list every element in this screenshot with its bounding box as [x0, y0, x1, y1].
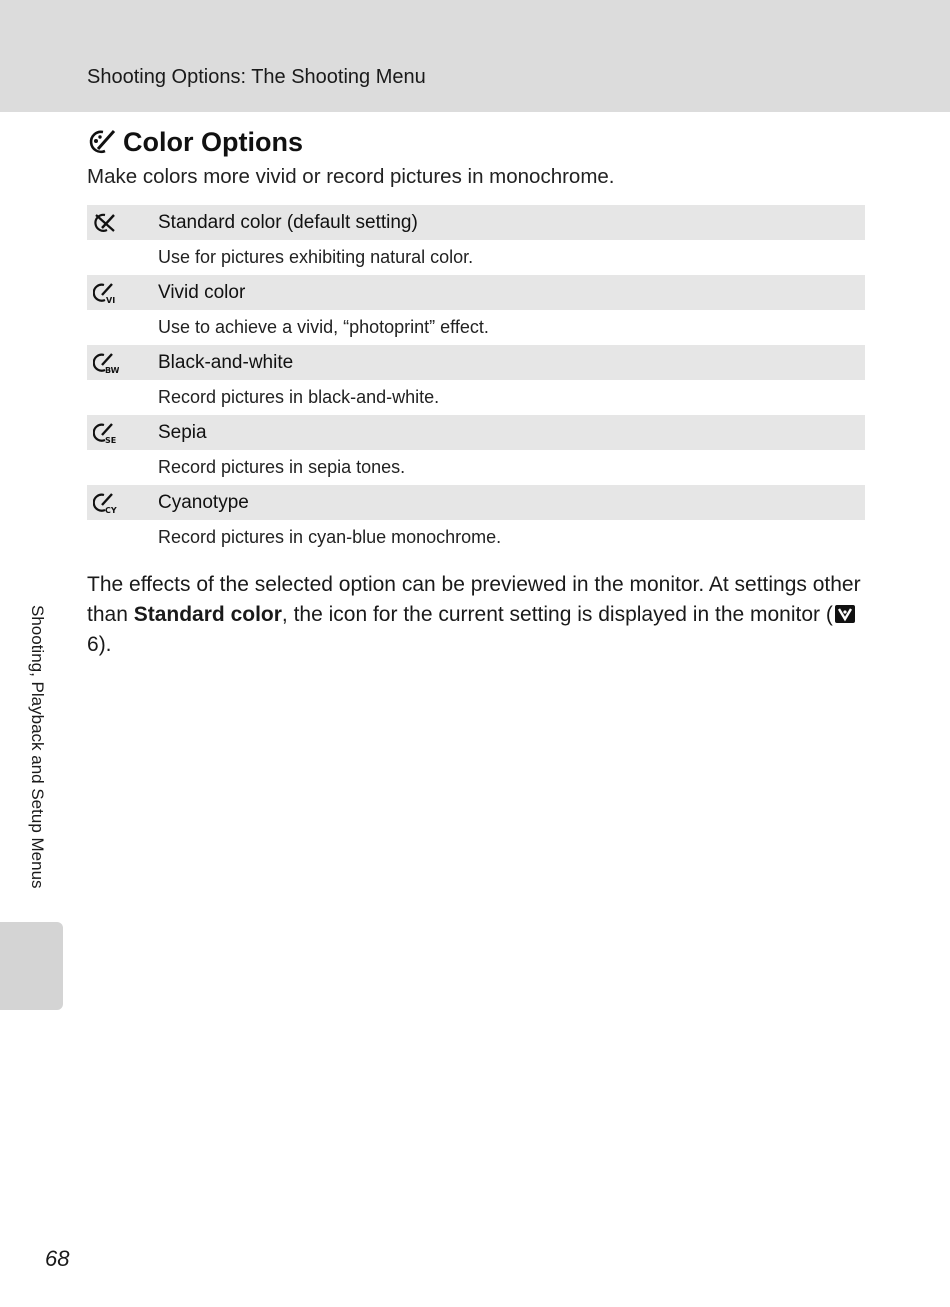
- option-description: Record pictures in cyan-blue monochrome.: [158, 527, 502, 547]
- option-row-sepia: [87, 415, 865, 450]
- body-text: , the icon for the current setting is displayed in the monitor (: [281, 603, 833, 626]
- color-options-icon: [87, 128, 117, 156]
- svg-text:CY: CY: [105, 505, 117, 514]
- option-description: Use to achieve a vivid, “photoprint” effect.: [158, 317, 489, 337]
- option-row-cyanotype: [87, 485, 865, 520]
- header-title: Shooting Options: The Shooting Menu: [87, 66, 426, 88]
- cyanotype-icon: [93, 492, 119, 514]
- svg-text:SE: SE: [105, 435, 117, 444]
- option-name: Cyanotype: [158, 491, 249, 513]
- page-header: [0, 0, 950, 112]
- page-subtitle: Make colors more vivid or record pictures in monochrome.: [87, 165, 615, 188]
- color-options-table: [87, 205, 865, 555]
- sepia-icon: [93, 422, 119, 444]
- option-row-black-and-white: [87, 345, 865, 380]
- vivid-color-icon: [93, 282, 119, 304]
- option-row-vivid: [87, 275, 865, 310]
- page-reference-icon: [834, 604, 856, 624]
- option-description-row: [87, 310, 865, 345]
- option-name: Vivid color: [158, 281, 246, 303]
- option-description: Record pictures in black-and-white.: [158, 387, 440, 407]
- body-paragraph: [87, 570, 867, 660]
- svg-text:BW: BW: [105, 365, 119, 374]
- option-row-standard: [87, 205, 865, 240]
- option-description-row: [87, 450, 865, 485]
- body-text: ).: [98, 633, 112, 656]
- option-description-row: [87, 520, 865, 555]
- page-number: 68: [45, 1246, 70, 1271]
- option-name: Sepia: [158, 421, 207, 443]
- option-name: Black-and-white: [158, 351, 294, 373]
- body-bold-text: Standard color: [133, 603, 282, 626]
- page-heading: [87, 124, 303, 160]
- option-name: Standard color (default setting): [158, 211, 418, 233]
- option-description: Use for pictures exhibiting natural color.: [158, 247, 474, 267]
- svg-text:VI: VI: [106, 295, 116, 304]
- page-reference-number[interactable]: 6: [87, 633, 99, 656]
- section-side-label: Shooting, Playback and Setup Menus: [28, 605, 47, 889]
- black-and-white-icon: [93, 352, 119, 374]
- section-tab: [0, 922, 63, 1010]
- page-title: Color Options: [123, 126, 303, 157]
- option-description-row: [87, 380, 865, 415]
- standard-color-icon: [93, 212, 117, 234]
- body-text: The effects of the selected option can be previewed in the monitor. At settings other than: [87, 573, 861, 626]
- option-description: Record pictures in sepia tones.: [158, 457, 406, 477]
- option-description-row: [87, 240, 865, 275]
